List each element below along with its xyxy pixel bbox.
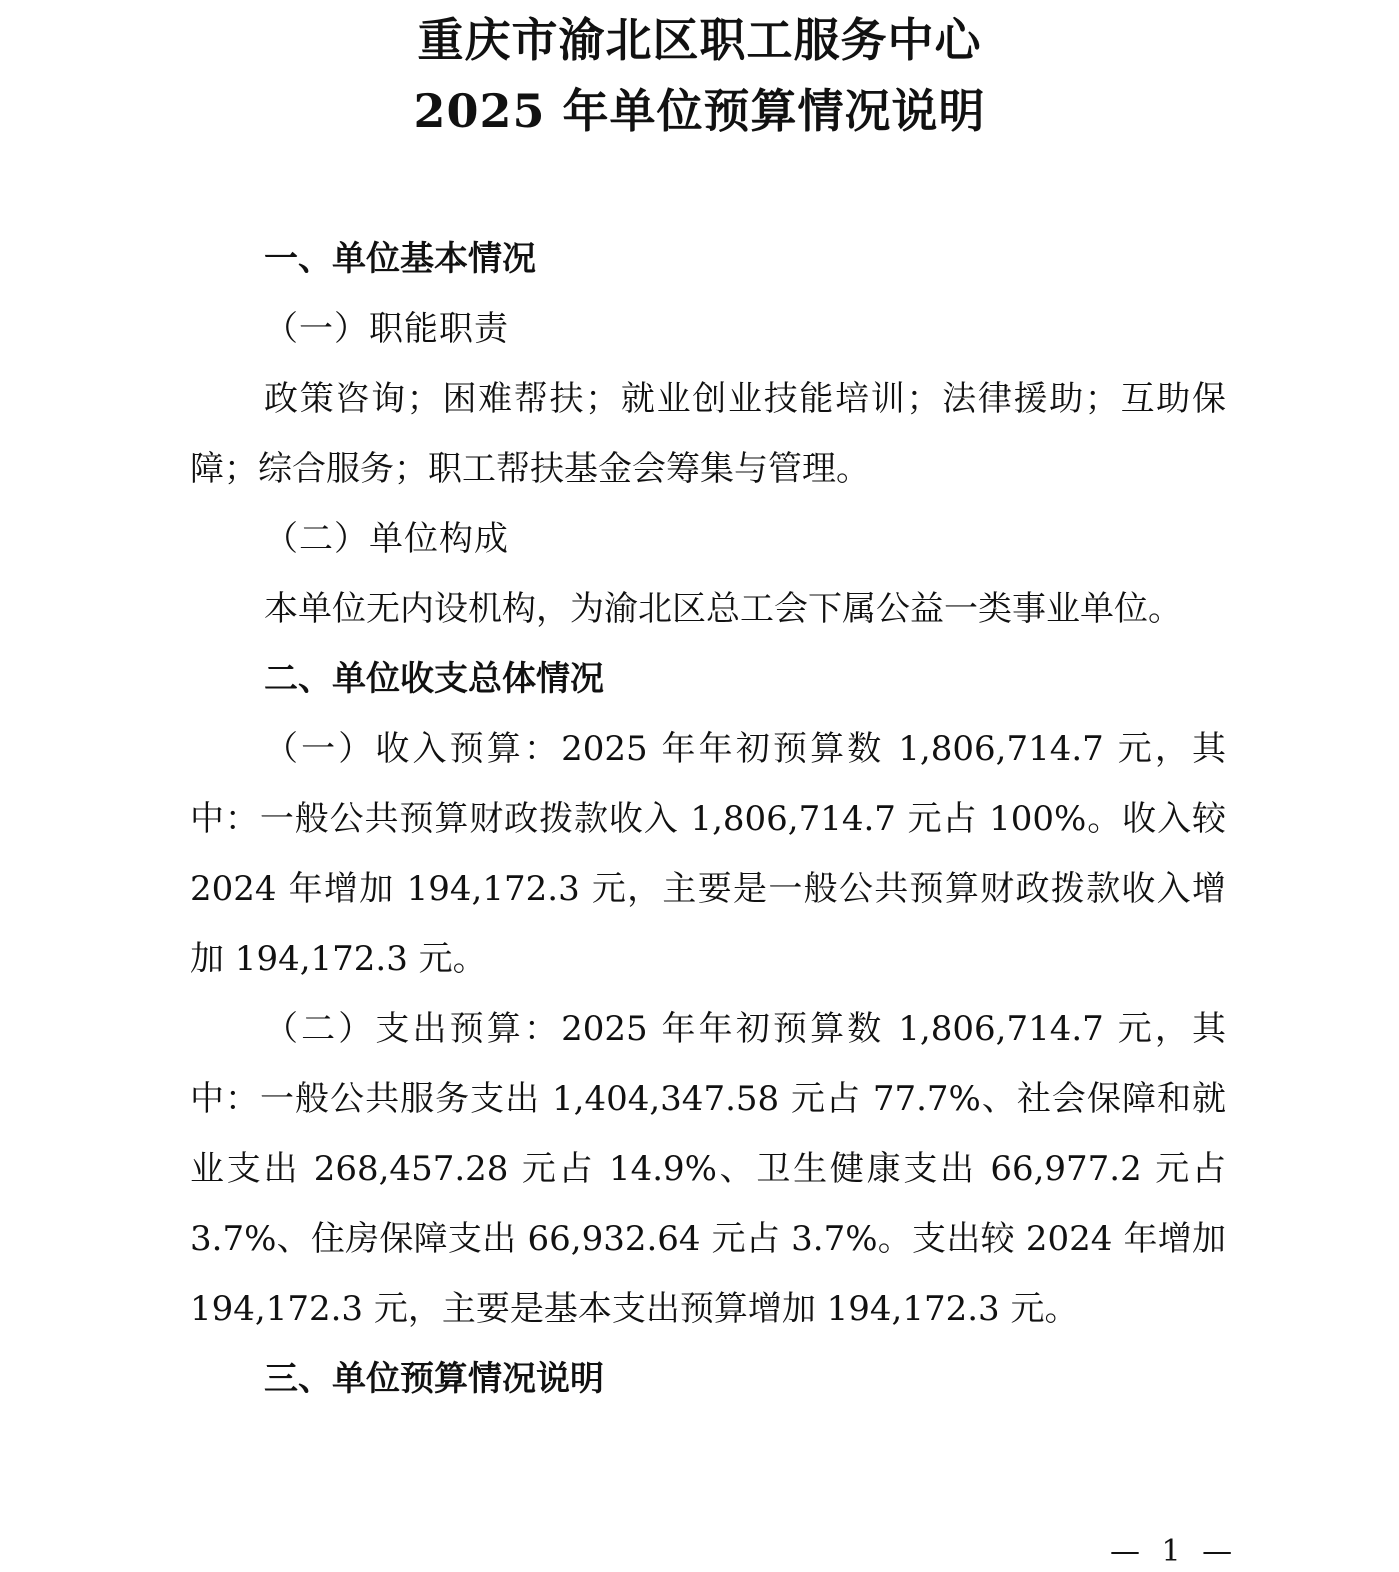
document-title-line2: 2025 年单位预算情况说明 <box>413 84 986 138</box>
page-number: — 1 — <box>1110 1534 1239 1569</box>
section-1-heading: 一、单位基本情况 <box>264 239 536 279</box>
section-2-heading: 二、单位收支总体情况 <box>264 659 604 699</box>
section-2-income-text: （一）收入预算：2025 年年初预算数 1,806,714.7 元，其中：一般公共预算财政拨款收入 1,806,714.7 元占 100%。收入较 2024 年增加 194,172.3 元，主要是一般公共预算财政拨款收入增加 194,172.3 元。 <box>190 729 1226 979</box>
section-2-expense-text: （二）支出预算：2025 年年初预算数 1,806,714.7 元，其中：一般公共服务支出 1,404,347.58 元占 77.7%、社会保障和就业支出 268,457.28 元占 14.9%、卫生健康支出 66,977.2 元占 3.7%、住房保障支出 66,932.64 元占 3.7%。支出较 2024 年增加 194,172.3 元，主要是基本支出预算增加 194,172.3 元。 <box>190 1009 1226 1329</box>
section-1-sub2-text: 本单位无内设机构，为渝北区总工会下属公益一类事业单位。 <box>264 589 1182 629</box>
section-1-sub2-heading: （二）单位构成 <box>264 519 509 559</box>
document-title-line1: 重庆市渝北区职工服务中心 <box>417 13 982 67</box>
section-3-heading: 三、单位预算情况说明 <box>264 1359 604 1399</box>
section-1-sub1-heading: （一）职能职责 <box>264 309 509 349</box>
section-1-sub1-text: 政策咨询；困难帮扶；就业创业技能培训；法律援助；互助保障；综合服务；职工帮扶基金会筹集与管理。 <box>190 379 1226 489</box>
document-body <box>190 224 1226 1414</box>
